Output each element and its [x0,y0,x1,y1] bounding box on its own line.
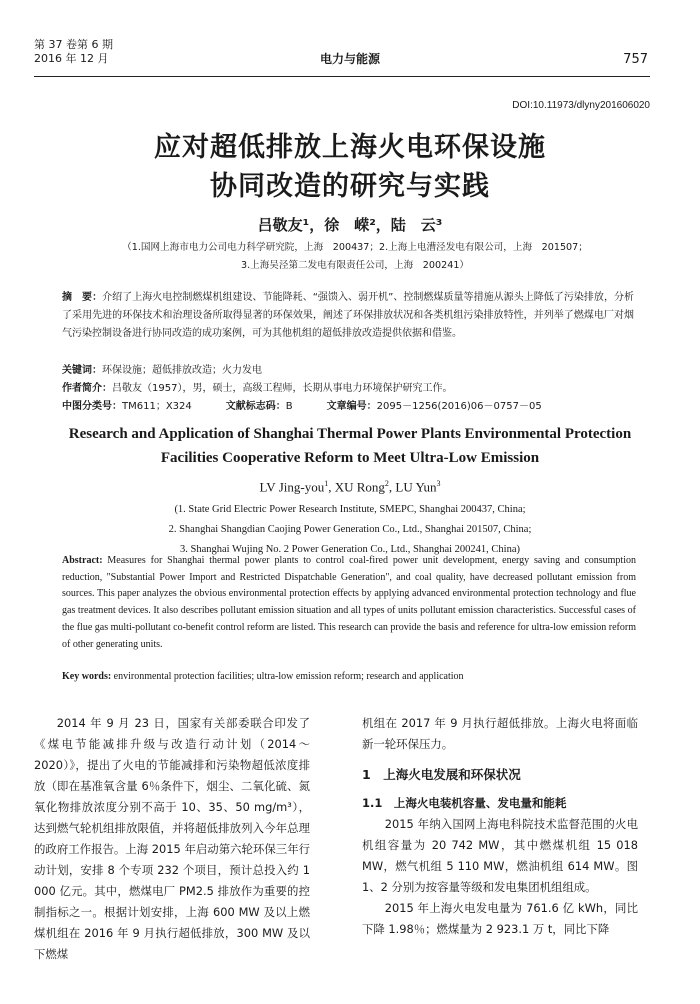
abstract-en-label: Abstract: [62,555,103,566]
body-column-left [34,713,310,965]
title-en-line: Research and Application of Shanghai Thermal Power Plants Environmental Protection [68,426,632,442]
affiliation-en-line: (1. State Grid Electric Power Research Institute, SMEPC, Shanghai 200437, China; [174,504,526,515]
author-en: XU Rong [334,479,385,495]
body-paragraph: 2014 年 9 月 23 日，国家有关部委联合印发了《煤电节能减排升级与改造行动计划（2014～2020）》，提出了火电的节能减排和污染物超低浓度排放（即在基准氧含量 6％条件下，烟尘、二氧化硫、氮氧化物排放浓度分别不高于 10、35、50 mg/m³），达到燃气轮机组排放限值，并将超低排放列入今年总理的政府工作报告。上海 2015 年启动第六轮环保三年行动计划，安排 8 个专项 232 个项目，预计总投入约 1 000 亿元。其中，燃煤电厂 PM2.5 排放作为重要的控制指标之一。根据计划安排，上海 600 MW 及以上燃煤机组在 2016 年 9 月执行超低排放，300 MW 及以下燃煤 [34,716,310,961]
keywords-cn-text: 环保设施；超低排放改造；火力发电 [102,365,262,376]
title-chinese [0,128,700,206]
affiliations-chinese [40,239,670,275]
affiliation-en-line: 2. Shanghai Shangdian Caojing Power Generation Co., Ltd., Shanghai 201507, China; [168,524,532,535]
affiliation-line: 3.上海吴泾第二发电有限责任公司，上海 200241） [240,260,470,271]
doc-code-label: 文献标志码： [225,401,286,412]
keywords-en-text: environmental protection facilities; ultra-low emission reform; research and application [111,671,464,682]
header-rule [34,76,650,77]
article-no-label: 文章编号： [326,401,377,412]
author-intro-text: 吕敬友（1957），男，硕士，高级工程师，长期从事电力环境保护研究工作。 [112,383,453,394]
date-line: 2016 年 12 月 [34,52,109,65]
title-cn-line: 应对超低排放上海火电环保设施 [154,132,546,163]
keywords-en-label: Key words: [62,671,112,682]
abstract-en-text: Measures for Shanghai thermal power plants to control coal-fired power unit development, energy saving and consumption reduction, "Substantial Power Import and Restricted Dispatchable Generation", and coal quality, have decreased pollutant emission from sources. This paper analyzes the obvious environmental protection effects by applying advanced environmental protection technology and flue gas treatment devices. It also describes pollutant emission situation and all types of units pollutant emission characteristics. Successful cases of the flue gas multi-pollutant co-benefit control reform are listed. This research can provide the basis and reference for ultra-low emission reform of other generating units. [62,555,636,650]
article-no-value: 2095－1256(2016)06－0757－05 [376,401,542,412]
keywords-english [62,669,636,685]
keywords-chinese [62,362,634,380]
clc-value: TM611；X324 [122,401,192,412]
doc-code-value: B [285,401,293,412]
title-en-line: Facilities Cooperative Reform to Meet Ultra-Low Emission [160,450,540,466]
author-en: LV Jing-you [259,479,325,495]
classification-line [62,398,634,416]
abstract-cn-label: 摘 要： [62,292,103,303]
clc-label: 中图分类号： [62,401,122,412]
abstract-cn-text: 介绍了上海火电控制燃煤机组建设、节能降耗、“强馈入、弱开机”、控制燃煤质量等措施从源头上降低了污染排放，分析了采用先进的环保技术和治理设备所取得显著的环保效果，阐述了环保排放状况和各类机组污染排放特性，并列举了燃煤电厂对烟气污染控制设备进行协同改造的成功案例，可为其他机组的超低排放改造提供依据和借鉴。 [62,292,634,339]
body-column-right [362,713,638,940]
body-paragraph: 机组在 2017 年 9 月执行超低排放。上海火电将面临新一轮环保压力。 [362,716,638,751]
author-intro-label: 作者简介： [62,383,112,394]
section-heading: 1 上海火电发展和环保状况 [362,767,521,782]
volume-line: 第 37 卷第 6 期 [34,38,113,51]
affiliation-line: （1.国网上海市电力公司电力科学研究院，上海 200437；2.上海上电漕泾发电有限公司，上海 201507； [122,242,588,253]
authors-english: LV Jing-you$^1$, XU Rong$^2$, LU Yun$^3$ [259,479,441,495]
authors-chinese: 吕敬友¹，徐 嵘²，陆 云³ [257,216,443,234]
body-paragraph: 2015 年上海火电发电量为 761.6 亿 kWh，同比下降 1.98％；燃煤量为 2 923.1 万 t，同比下降 [362,901,638,936]
keywords-cn-label: 关键词： [62,365,102,376]
journal-name: 电力与能源 [319,52,380,66]
abstract-english [62,553,636,653]
doi[interactable]: DOI:10.11973/dlyny201606020 [512,100,650,111]
subsection-heading: 1.1 上海火电装机容量、发电量和能耗 [362,796,567,810]
affiliation-en-line: 3. Shanghai Wujing No. 2 Power Generation Co., Ltd., Shanghai 200241, China) [179,544,520,555]
author-en: LU Yun [395,479,437,495]
affiliations-english [0,500,700,560]
title-cn-line: 协同改造的研究与实践 [210,171,490,202]
title-english [0,422,700,470]
abstract-chinese [62,289,634,343]
body-paragraph: 2015 年纳入国网上海电科院技术监督范围的火电机组容量为 20 742 MW，其中燃煤机组 15 018 MW，燃气机组 5 110 MW，燃油机组 614 MW。图 1、2 分别为按容量等级和发电集团机组组成。 [362,817,638,894]
page-number: 757 [623,52,648,67]
author-intro [62,380,634,398]
